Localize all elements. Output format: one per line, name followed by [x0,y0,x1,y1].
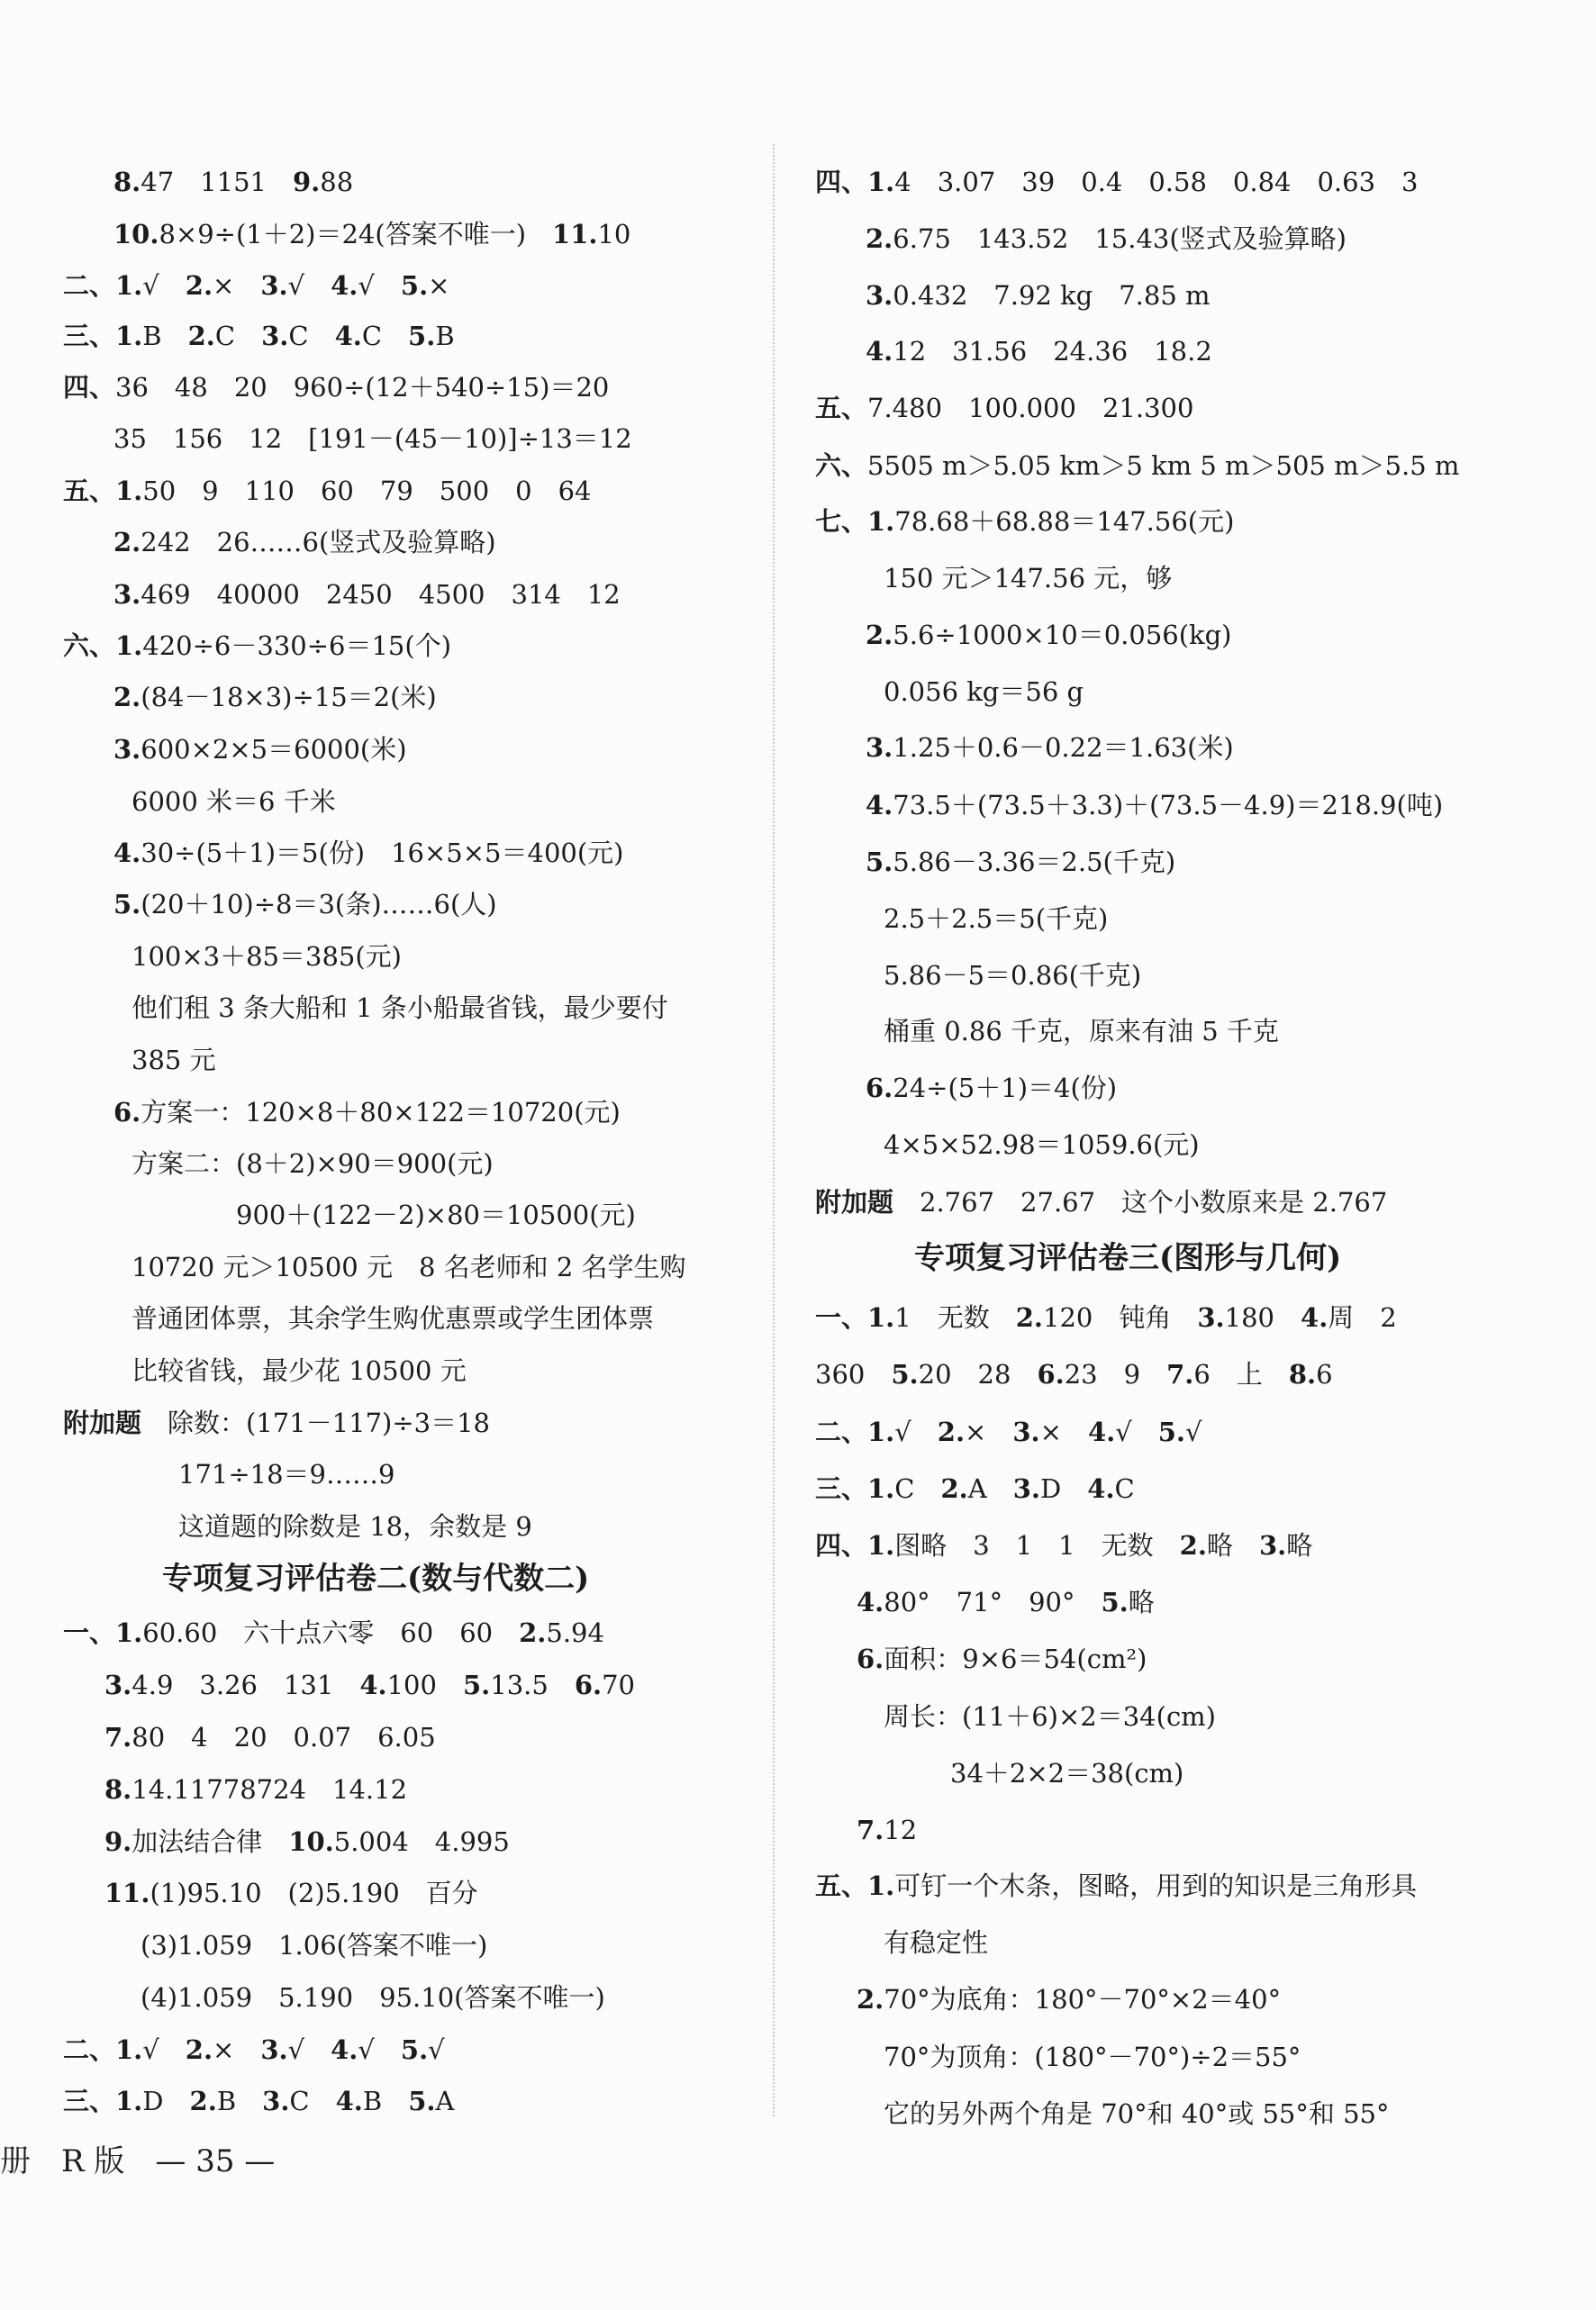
answer-line [131,1353,467,1389]
item-answer: 4 3.07 39 0.4 0.58 0.84 0.63 3 [894,167,1419,197]
answer-line [884,674,1084,710]
answer-line [63,473,592,509]
item-answer: 4.9 3.26 131 [131,1670,360,1700]
item-answer: 23 9 [1064,1359,1167,1390]
item-answer: 60.60 六十点六零 60 60 [142,1617,520,1648]
item-label: 10. [113,219,159,249]
item-answer: 10 [597,219,631,249]
item-answer: 略 [1286,1530,1313,1561]
answer-line [63,628,451,664]
item-answer: 47 1151 [141,167,293,197]
item-label: 2. [866,223,893,254]
item-answer: √ [1115,1417,1158,1447]
item-label: 七、1. [815,506,895,537]
item-answer: × [213,2034,261,2065]
item-label: 4. [1301,1302,1328,1333]
answer-line [884,1925,988,1961]
answer-line [866,729,1234,765]
item-answer: B [216,2086,263,2116]
item-answer: 171÷18＝9……9 [178,1459,395,1490]
item-answer: 35 156 12 [191－(45－10)]÷13＝12 [113,423,632,454]
answer-line [815,1471,1135,1507]
item-answer: C [361,321,409,351]
item-label: 五、 [815,393,868,423]
item-answer: 50 9 110 60 79 500 0 64 [142,476,592,506]
answer-line [104,1719,436,1755]
item-answer: C [288,321,335,351]
item-answer: (3)1.059 1.06(答案不唯一) [141,1930,488,1961]
item-answer: √ [287,2034,331,2065]
answer-line [141,1979,605,2016]
item-answer: 6 上 [1193,1359,1289,1390]
item-answer: √ [287,270,331,301]
item-answer: 13.5 [490,1670,575,1700]
item-answer: 5.86－5＝0.86(千克) [884,960,1142,991]
section-heading: 专项复习评估卷三(图形与几何) [914,1240,1342,1276]
item-answer: 34＋2×2＝38(cm) [950,1758,1184,1789]
item-answer: √ [142,270,186,301]
item-answer: (20＋10)÷8＝3(条)……6(人) [141,889,497,919]
item-answer: × [213,270,261,301]
item-answer: A [967,1473,1013,1504]
item-answer: 有稳定性 [884,1927,989,1958]
answer-line [131,1146,494,1182]
item-label: 5. [1101,1587,1129,1617]
item-label: 4. [866,790,893,820]
item-label: 8. [104,1774,132,1805]
item-label: 三、1. [63,2086,143,2116]
item-answer: B [362,2086,409,2116]
item-label: 6. [574,1670,603,1700]
item-label: 4. [331,270,358,301]
item-label: 二、1. [63,270,143,301]
answer-line [866,221,1347,257]
item-answer: 略 [1206,1530,1259,1561]
item-answer: (1)95.10 (2)5.190 百分 [150,1878,478,1908]
item-answer: 面积：9×6＝54(cm²) [884,1644,1147,1674]
item-label: 5. [866,847,893,877]
answer-line [131,938,402,974]
item-answer: B [142,321,188,351]
item-answer: 20 28 [918,1359,1038,1390]
item-answer: 6 [1316,1359,1333,1390]
item-answer: 周 2 [1328,1302,1397,1333]
item-answer: 14.11778724 14.12 [131,1774,408,1805]
item-label: 2. [185,270,213,301]
item-answer: 普通团体票，其余学生购优惠票或学生团体票 [131,1303,655,1334]
answer-line [104,1771,407,1807]
item-answer: 5.94 [546,1617,604,1648]
item-answer: B [435,321,455,351]
item-answer: (84－18×3)÷15＝2(米) [141,682,437,712]
answer-line [815,1356,1333,1392]
item-answer: C [289,2086,336,2116]
answer-line [236,1197,636,1233]
item-answer: 242 26……6(竖式及验算略) [141,527,496,557]
item-label: 三、1. [63,321,143,351]
item-label: 三、1. [815,1473,895,1504]
item-answer: 70 [602,1670,636,1700]
item-label: 3. [1012,1473,1040,1504]
item-answer: 5.86－3.36＝2.5(千克) [893,847,1176,877]
item-answer: 600×2×5＝6000(米) [141,734,407,765]
item-label: 3. [1012,1417,1040,1447]
item-label: 4. [1087,1473,1115,1504]
item-answer: 略 [1128,1587,1155,1617]
answer-line [131,1300,654,1336]
answer-line [63,267,449,303]
item-label: 四、1. [815,167,895,197]
answer-line [63,2083,454,2119]
answer-line [113,524,496,560]
item-label: 3. [261,321,289,351]
item-answer: 1.25＋0.6－0.22＝1.63(米) [893,732,1234,763]
item-answer: 2.5＋2.5＝5(千克) [884,903,1109,934]
item-answer: 10720 元＞10500 元 8 名老师和 2 名学生购 [131,1252,686,1282]
item-label: 5. [462,1670,491,1700]
answer-line [131,1249,686,1285]
item-answer: 6000 米＝6 千米 [131,786,336,817]
item-answer: 80° 71° 90° [884,1587,1102,1617]
item-label: 7. [1166,1359,1194,1390]
item-label: 4. [359,1670,387,1700]
item-label: 11. [552,219,598,249]
answer-line [815,503,1234,539]
item-label: 2. [519,1617,547,1648]
item-label: 6. [866,1073,893,1103]
item-answer: A [435,2086,455,2116]
item-label: 四、 [63,372,116,403]
item-answer: 360 [815,1359,892,1390]
item-answer: 1 无数 [894,1302,1016,1333]
item-label: 4. [857,1587,884,1617]
answer-line [884,1013,1279,1049]
answer-line [131,1042,216,1078]
item-answer: 420÷6－330÷6＝15(个) [142,630,452,661]
item-answer: 24÷(5＋1)＝4(份) [893,1073,1118,1103]
item-answer: × [428,270,450,301]
answer-line [866,617,1232,653]
item-label: 一、1. [815,1302,895,1333]
item-answer: 12 [884,1815,918,1845]
item-label: 4. [1087,1417,1116,1447]
item-label: 六、 [815,450,868,481]
answer-line [884,901,1108,937]
answer-line [866,333,1212,369]
item-answer: 周长：(11＋6)×2＝34(cm) [884,1701,1216,1732]
item-answer: 除数：(171－117)÷3＝18 [141,1408,490,1438]
answer-line [884,560,1172,596]
item-answer: (4)1.059 5.190 95.10(答案不唯一) [141,1982,605,2013]
item-answer: 桶重 0.86 千克，原来有油 5 千克 [884,1016,1279,1046]
answer-line [884,957,1141,993]
item-label: 9. [293,167,321,197]
item-answer: √ [358,270,401,301]
answer-line [884,2039,1301,2075]
column-divider [773,144,775,2116]
item-label: 5. [408,321,436,351]
answer-line [866,787,1443,823]
answer-line [63,1615,604,1651]
item-label: 3. [866,732,893,763]
item-label: 5. [400,2034,429,2065]
item-answer: 图略 3 1 1 无数 [894,1530,1180,1561]
item-answer: 他们租 3 条大船和 1 条小船最省钱，最少要付 [131,992,668,1023]
item-answer: 900＋(122－2)×80＝10500(元) [236,1200,636,1230]
answer-line [63,318,455,354]
item-label: 2. [857,1984,884,2015]
item-answer: 100×3＋85＝385(元) [131,941,402,972]
answer-line [884,2096,1389,2132]
item-label: 8. [113,167,141,197]
item-answer: 方案一：120×8＋80×122＝10720(元) [141,1097,621,1128]
item-label: 10. [288,1826,334,1857]
item-label: 3. [113,579,141,610]
item-answer: 5.004 4.995 [333,1826,510,1857]
answer-line [141,1927,487,1963]
item-label: 附加题 [815,1187,894,1218]
answer-line [815,1527,1312,1563]
item-answer: 120 钝角 [1043,1302,1198,1333]
item-answer: 6.75 143.52 15.43(竖式及验算略) [893,223,1347,254]
item-answer: 5505 m＞5.05 km＞5 km 5 m＞505 m＞5.5 m [867,450,1460,481]
answer-line [104,1875,478,1911]
item-label: 5. [1157,1417,1185,1447]
item-answer: 5.6÷1000×10＝0.056(kg) [893,620,1232,650]
item-label: 4. [866,336,893,367]
answer-line [104,1824,510,1860]
answer-line [884,1127,1200,1163]
item-label: 2. [940,1473,968,1504]
answer-line [857,1641,1147,1677]
item-answer: C [894,1473,941,1504]
item-label: 2. [185,2034,213,2065]
item-label: 6. [857,1644,884,1674]
item-answer: × [1039,1417,1088,1447]
answer-line [815,1868,1417,1904]
item-answer: 80 4 20 0.07 6.05 [131,1722,436,1753]
answer-line [113,731,407,767]
answer-line [113,679,437,715]
answer-line [815,390,1193,426]
answer-line [815,1300,1397,1336]
item-answer: 4×5×52.98＝1059.6(元) [884,1129,1200,1160]
item-label: 五、1. [63,476,143,506]
item-answer: 36 48 20 960÷(12＋540÷15)＝20 [115,372,610,403]
item-label: 2. [113,527,141,557]
item-answer: 可钉一个木条，图略，用到的知识是三角形具 [894,1871,1418,1901]
answer-line [113,1094,621,1130]
item-answer: 78.68＋68.88＝147.56(元) [894,506,1235,537]
item-label: 四、1. [815,1530,895,1561]
item-label: 二、1. [63,2034,143,2065]
item-answer: 2.767 27.67 这个小数原来是 2.767 [893,1187,1388,1218]
item-label: 2. [189,2086,217,2116]
item-answer: D [142,2086,190,2116]
answer-line [815,1414,1202,1450]
answer-line [178,1508,532,1545]
item-label: 7. [857,1815,884,1845]
item-label: 2. [937,1417,966,1447]
item-label: 3. [104,1670,132,1700]
item-answer: 方案二：(8＋2)×90＝900(元) [131,1148,494,1179]
item-answer: C [214,321,262,351]
item-label: 六、1. [63,630,143,661]
item-label: 2. [1179,1530,1207,1561]
item-answer: 加法结合律 [131,1826,289,1857]
item-answer: 0.056 kg＝56 g [884,676,1084,707]
answer-line [857,1584,1155,1620]
item-answer: 它的另外两个角是 70°和 40°或 55°和 55° [884,2098,1390,2129]
item-label: 一、1. [63,1617,143,1648]
answer-line [113,835,623,871]
item-answer: 0.432 7.92 kg 7.85 m [893,280,1211,311]
answer-line [815,1184,1387,1220]
item-label: 3. [260,270,288,301]
item-label: 5. [408,2086,436,2116]
item-label: 3. [1197,1302,1225,1333]
item-label: 3. [1258,1530,1287,1561]
item-label: 4. [335,2086,363,2116]
item-label: 6. [113,1097,141,1128]
item-answer: 385 元 [131,1045,216,1075]
item-answer: 比较省钱，最少花 10500 元 [131,1355,467,1386]
answer-line [884,1699,1216,1735]
item-label: 5. [891,1359,919,1390]
item-label: 8. [1288,1359,1317,1390]
item-label: 4. [331,2034,358,2065]
item-label: 附加题 [63,1408,142,1438]
item-label: 3. [866,280,893,311]
answer-line [63,1405,490,1441]
item-label: 3. [262,2086,290,2116]
answer-line [815,164,1419,200]
item-answer: 12 31.56 24.36 18.2 [893,336,1212,367]
item-label: 5. [400,270,429,301]
item-answer: × [965,1417,1013,1447]
answer-line [866,277,1211,313]
item-label: 2. [113,682,141,712]
item-answer: 150 元＞147.56 元，够 [884,563,1173,593]
answer-line [104,1667,635,1703]
item-label: 11. [104,1878,150,1908]
item-label: 2. [1015,1302,1044,1333]
item-label: 2. [187,321,215,351]
item-label: 2. [866,620,893,650]
item-label: 5. [113,889,141,919]
answer-line [857,1981,1281,2017]
answer-line [113,164,353,200]
page-footer: 册 R 版 — 35 — [0,2143,276,2179]
answer-line [63,369,609,405]
item-answer: √ [894,1417,938,1447]
item-label: 五、1. [815,1871,895,1901]
item-answer: 70°为顶角：(180°－70°)÷2＝55° [884,2042,1301,2072]
answer-line [857,1812,917,1848]
item-answer: 100 [386,1670,463,1700]
answer-line [131,990,668,1026]
item-label: 6. [1037,1359,1065,1390]
answer-line [866,1070,1117,1106]
item-answer: √ [358,2034,401,2065]
item-label: 9. [104,1826,132,1857]
answer-line [178,1456,394,1492]
item-answer: C [1114,1473,1135,1504]
item-answer: 70°为底角：180°－70°×2＝40° [884,1984,1282,2015]
answer-line [113,421,632,457]
item-answer: √ [142,2034,186,2065]
answer-line [63,2032,445,2068]
item-answer: 469 40000 2450 4500 314 12 [141,579,621,610]
item-answer: √ [1185,1417,1202,1447]
section-heading: 专项复习评估卷二(数与代数二) [162,1561,590,1597]
item-answer: 7.480 100.000 21.300 [867,393,1194,423]
item-answer: 30÷(5＋1)＝5(份) 16×5×5＝400(元) [141,838,624,868]
answer-line [815,448,1459,484]
item-answer: D [1040,1473,1088,1504]
item-answer: 73.5＋(73.5＋3.3)＋(73.5－4.9)＝218.9(吨) [893,790,1444,820]
item-answer: 8×9÷(1＋2)＝24(答案不唯一) [159,219,553,249]
answer-line [866,844,1175,880]
item-label: 二、1. [815,1417,895,1447]
item-answer: 这道题的除数是 18，余数是 9 [178,1511,532,1542]
item-label: 7. [104,1722,132,1753]
answer-line [950,1755,1183,1791]
item-label: 4. [113,838,141,868]
item-label: 3. [260,2034,288,2065]
answer-line [113,576,621,612]
answer-line [113,216,630,252]
answer-line [131,784,336,820]
answer-line [113,886,497,922]
item-label: 3. [113,734,141,765]
item-answer: √ [428,2034,445,2065]
item-label: 4. [334,321,362,351]
item-answer: 180 [1224,1302,1301,1333]
item-answer: 88 [320,167,354,197]
